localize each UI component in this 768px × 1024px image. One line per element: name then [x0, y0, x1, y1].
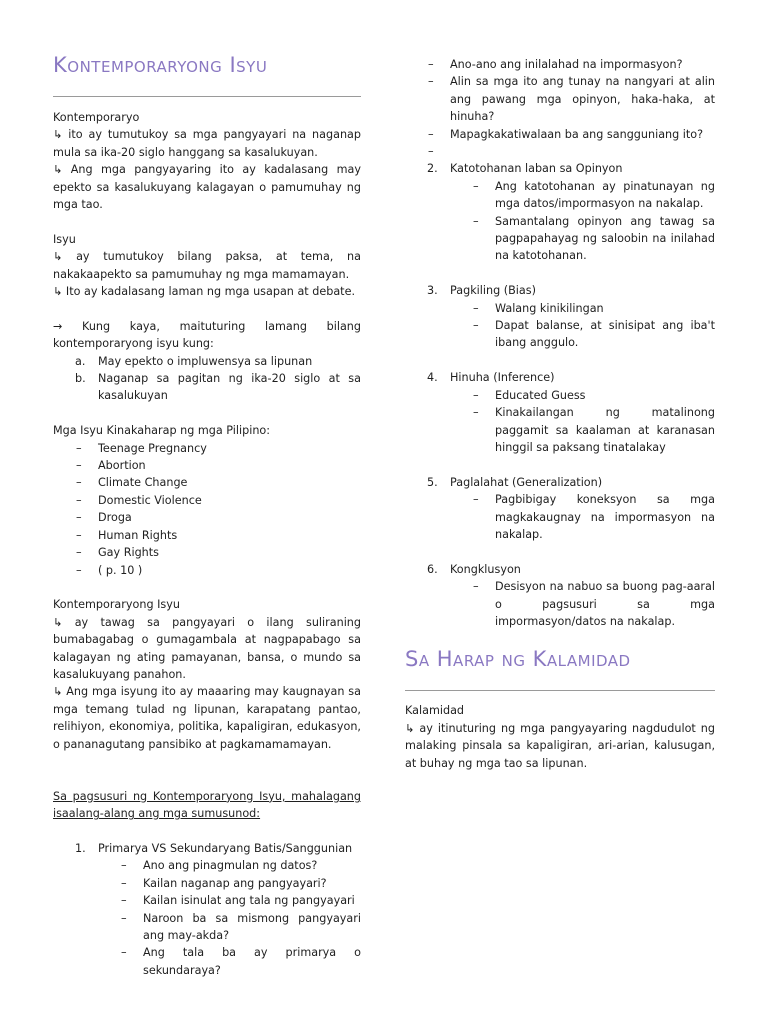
criteria-list: [53, 353, 361, 405]
pilipino-issues-section: [53, 422, 361, 579]
section-heading: Mga Isyu Kinakaharap ng mga Pilipino:: [53, 424, 271, 438]
spacer: [405, 456, 715, 473]
sub-list: [98, 857, 361, 979]
kalamidad-section: [405, 702, 715, 772]
list-marker: 3.: [427, 284, 438, 298]
list-item: – Walang kinikilingan: [495, 300, 715, 317]
list-item: – Mapagkakatiwalaan ba ang sangguniang ito?: [450, 126, 715, 143]
section-title-kalamidad: Sa Harap ng Kalamidad: [405, 647, 631, 672]
list-marker: b.: [75, 372, 86, 386]
list-item: – Educated Guess: [495, 387, 715, 404]
list-marker: 2.: [427, 162, 438, 176]
list-item: – Droga: [98, 509, 361, 526]
list-marker: 6.: [427, 562, 438, 576]
list-item: – Gay Rights: [98, 544, 361, 561]
list-item: – Alin sa mga ito ang tunay na nangyari at alin ang pawang mga opinyon, haka-haka, at hinuha?: [450, 73, 715, 125]
kung-kaya-section: [53, 318, 361, 405]
numbered-item-5: [405, 474, 715, 544]
list-item: – Climate Change: [98, 474, 361, 491]
numbered-item-4: [405, 369, 715, 456]
criteria-numbered-list: [53, 840, 361, 979]
list-item: – Ang tala ba ay primarya o sekundaraya?: [143, 944, 361, 979]
kontemporaryo-section: [53, 109, 361, 213]
spacer: [405, 352, 715, 369]
list-item: – Naroon ba sa mismong pangyayari ang may-akda?: [143, 910, 361, 945]
definition-line: ↳ ito ay tumutukoy sa mga pangyayari na naganap mula sa ika-20 siglo hanggang sa kasalukuyan.: [53, 128, 361, 159]
definition-line: ↳ ay tawag sa pangyayari o ilang suliraning bumabagabag o gumagambala at nagpapabago sa kalagayan ng ating pamayanan, bansa, o mundo sa kasalukuyang panahon.: [53, 615, 361, 681]
intro-line: → Kung kaya, maituturing lamang bilang kontemporaryong isyu kung:: [53, 319, 361, 351]
sub-list: [450, 578, 715, 630]
list-item: – Desisyon na nabuo sa buong pag-aaral o pagsusuri sa mga impormasyon/datos na nakalap.: [495, 578, 715, 630]
numbered-item-title: Primarya VS Sekundaryang Batis/Sanggunian: [98, 841, 353, 855]
issues-list: [53, 440, 361, 579]
list-item: – Samantalang opinyon ang tawag sa pagpapahayag ng saloobin na inilahad na katotohanan.: [495, 213, 715, 265]
numbered-item-1-continued: [405, 56, 715, 160]
list-item: – Abortion: [98, 457, 361, 474]
list-marker: a.: [75, 354, 86, 368]
numbered-item-1: [53, 840, 361, 979]
list-item: – Ang katotohanan ay pinatunayan ng mga datos/impormasyon na nakalap.: [495, 178, 715, 213]
list-item-text: May epekto o impluwensya sa lipunan: [98, 354, 313, 368]
page-title: Kontemporaryong Isyu: [53, 53, 268, 77]
list-item: – ( p. 10 ): [98, 562, 361, 579]
term-label: Isyu: [53, 232, 76, 246]
list-item: [53, 353, 361, 370]
definition-line: ↳ ay tumutukoy bilang paksa, at tema, na nakakaapekto sa pamumuhay ng mga mamamayan.: [53, 250, 361, 281]
list-item: – Kailan isinulat ang tala ng pangyayari: [143, 892, 361, 909]
sub-list: [450, 300, 715, 352]
sub-list: [450, 387, 715, 457]
list-marker: 5.: [427, 475, 438, 489]
list-item-text: Naganap sa pagitan ng ika-20 siglo at sa kasalukuyan: [98, 372, 361, 403]
list-item: – Kinakailangan ng matalinong paggamit sa kaalaman at karanasan hinggil sa paksang tinatalakay: [495, 404, 715, 456]
kontemporaryong-isyu-section: [53, 596, 361, 753]
spacer: [405, 265, 715, 282]
list-marker: 4.: [427, 371, 438, 385]
numbered-item-2: [405, 160, 715, 264]
term-label: Kalamidad: [405, 704, 465, 718]
numbered-item-6: [405, 561, 715, 631]
sub-list: [450, 178, 715, 265]
term-label: Kontemporaryo: [53, 111, 140, 124]
list-item: – Ano-ano ang inilalahad na impormasyon?: [450, 56, 715, 73]
list-item: – Dapat balanse, at sinisipat ang iba't ibang anggulo.: [495, 317, 715, 352]
numbered-item-title: Paglalahat (Generalization): [450, 475, 603, 489]
list-item: [450, 143, 715, 160]
definition-line: ↳ ay itinuturing ng mga pangyayaring nagdudulot ng malaking pinsala sa kapaligiran, ari-arian, kalusugan, at buhay ng mga tao sa lipunan.: [405, 721, 715, 770]
list-item: – Human Rights: [98, 527, 361, 544]
numbered-item-title: Kongklusyon: [450, 562, 521, 576]
list-item: – Pagbibigay koneksyon sa mga magkakaugnay na impormasyon na nakalap.: [495, 491, 715, 543]
numbered-item-title: Katotohanan laban sa Opinyon: [450, 162, 623, 176]
sub-list: [450, 491, 715, 543]
right-column: [405, 0, 715, 772]
list-item: – Kailan naganap ang pangyayari?: [143, 875, 361, 892]
numbered-item-title: Pagkiling (Bias): [450, 284, 536, 298]
numbered-item-title: Hinuha (Inference): [450, 371, 555, 385]
criteria-numbered-list-continued: [405, 160, 715, 630]
list-item: – Teenage Pregnancy: [98, 440, 361, 457]
definition-line: ↳ Ito ay kadalasang laman ng mga usapan at debate.: [53, 285, 356, 299]
definition-line: ↳ Ang mga isyung ito ay maaaring may kaugnayan sa mga temang tulad ng lipunan, karapatang pantao, relihiyon, ekonomiya, politika, kapaligiran, edukasyon, o pananagutang pansibiko at pagkamamamayan.: [53, 685, 361, 751]
list-item: – Domestic Violence: [98, 492, 361, 509]
list-marker: 1.: [75, 841, 86, 855]
spacer: [405, 543, 715, 560]
definition-line: ↳ Ang mga pangyayaring ito ay kadalasang may epekto sa kasalukuyang kalagayan o pamumuhay ng mga tao.: [53, 163, 361, 212]
numbered-item-3: [405, 282, 715, 352]
list-item: – Ano ang pinagmulan ng datos?: [143, 857, 361, 874]
sub-list: [405, 56, 715, 160]
pagsusuri-heading: Sa pagsusuri ng Kontemporaryong Isyu, mahalagang isaalang-alang ang mga sumusunod:: [53, 789, 361, 821]
isyu-section: [53, 231, 361, 301]
term-label: Kontemporaryong Isyu: [53, 598, 180, 612]
list-item: [53, 370, 361, 405]
left-column: [53, 0, 361, 979]
